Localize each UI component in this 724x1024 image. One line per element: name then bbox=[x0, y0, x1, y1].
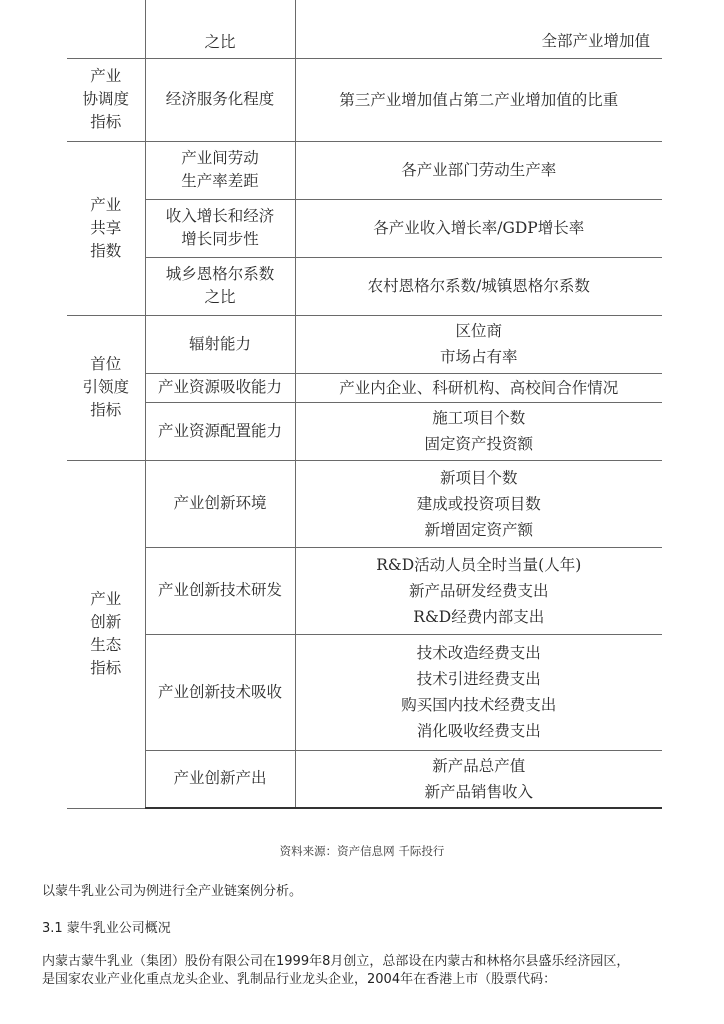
formula-cell bbox=[295, 315, 662, 373]
indicator-cell bbox=[145, 750, 295, 808]
category-cell bbox=[67, 141, 145, 315]
category-text: 创新 bbox=[90, 613, 122, 631]
intro-sentence: 以蒙牛乳业公司为例进行全产业链案例分析。 bbox=[42, 884, 303, 899]
formula-text: 各产业收入增长率/GDP增长率 bbox=[373, 219, 585, 237]
formula-text: 全部产业增加值 bbox=[541, 31, 650, 50]
indicator-text: 经济服务化程度 bbox=[165, 90, 275, 108]
indicator-cell bbox=[145, 373, 295, 402]
indicator-cell bbox=[145, 0, 295, 58]
indicator-text: 产业资源配置能力 bbox=[157, 421, 282, 440]
table-row bbox=[67, 460, 662, 547]
category-text: 指标 bbox=[90, 401, 122, 419]
indicator-text: 之比 bbox=[204, 288, 236, 306]
indicator-text: 收入增长和经济 bbox=[165, 207, 275, 225]
table-row bbox=[67, 0, 662, 58]
category-text: 共享 bbox=[90, 218, 122, 237]
formula-text: 消化吸收经费支出 bbox=[416, 722, 541, 740]
table-row bbox=[67, 257, 662, 315]
table-row bbox=[67, 315, 662, 373]
formula-cell bbox=[295, 750, 662, 808]
indicator-table-container bbox=[67, 0, 662, 809]
indicator-cell bbox=[145, 315, 295, 373]
indicator-text: 辐射能力 bbox=[188, 334, 251, 353]
formula-text: R&D经费内部支出 bbox=[413, 607, 545, 626]
formula-cell bbox=[295, 460, 662, 547]
indicator-cell bbox=[145, 257, 295, 315]
table-row bbox=[67, 547, 662, 634]
indicator-cell bbox=[145, 199, 295, 257]
section-heading: 3.1 蒙牛乳业公司概况 bbox=[42, 921, 171, 936]
formula-text: 购买国内技术经费支出 bbox=[401, 696, 557, 714]
formula-text: 产业内企业、科研机构、高校间合作情况 bbox=[339, 378, 619, 397]
indicator-table bbox=[67, 0, 662, 809]
category-text: 指标 bbox=[90, 113, 122, 131]
formula-text: 建成或投资项目数 bbox=[416, 494, 541, 513]
formula-cell bbox=[295, 257, 662, 315]
formula-text: 新产品研发经费支出 bbox=[408, 581, 549, 600]
formula-text: 新增固定资产额 bbox=[424, 520, 533, 539]
formula-cell bbox=[295, 0, 662, 58]
indicator-cell bbox=[145, 634, 295, 750]
category-text: 指标 bbox=[90, 659, 122, 677]
formula-text: 新项目个数 bbox=[439, 468, 518, 487]
category-cell bbox=[67, 315, 145, 460]
formula-text: 第三产业增加值占第二产业增加值的比重 bbox=[339, 90, 619, 109]
body-line: 内蒙古蒙牛乳业（集团）股份有限公司在1999年8月创立，总部设在内蒙古和林格尔县盛乐经济园区， bbox=[42, 954, 630, 969]
category-cell bbox=[67, 0, 145, 58]
indicator-text: 产业创新技术吸收 bbox=[157, 682, 282, 701]
indicator-text: 产业创新环境 bbox=[173, 494, 267, 512]
table-row bbox=[67, 373, 662, 402]
formula-text: 施工项目个数 bbox=[432, 409, 526, 427]
category-cell bbox=[67, 460, 145, 808]
table-row bbox=[67, 58, 662, 141]
category-text: 产业 bbox=[90, 590, 122, 608]
table-row bbox=[67, 141, 662, 199]
formula-cell bbox=[295, 634, 662, 750]
table-row bbox=[67, 402, 662, 460]
indicator-text: 产业创新产出 bbox=[173, 769, 267, 788]
body-paragraph bbox=[42, 953, 684, 989]
indicator-text: 城乡恩格尔系数 bbox=[165, 265, 275, 283]
indicator-text: 增长同步性 bbox=[181, 230, 259, 248]
table-row bbox=[67, 634, 662, 750]
formula-text: 农村恩格尔系数/城镇恩格尔系数 bbox=[367, 277, 590, 295]
category-text: 生态 bbox=[90, 636, 122, 654]
indicator-cell bbox=[145, 58, 295, 141]
indicator-text: 之比 bbox=[204, 32, 236, 51]
category-text: 引领度 bbox=[82, 378, 129, 396]
category-text: 协调度 bbox=[82, 90, 129, 108]
formula-cell bbox=[295, 373, 662, 402]
formula-cell bbox=[295, 58, 662, 141]
category-text: 产业 bbox=[90, 67, 122, 85]
formula-text: R&D活动人员全时当量(人年) bbox=[376, 555, 582, 574]
formula-text: 固定资产投资额 bbox=[424, 435, 533, 453]
body-line: 是国家农业产业化重点龙头企业、乳制品行业龙头企业，2004年在香港上市（股票代码： bbox=[42, 972, 557, 987]
formula-text: 技术改造经费支出 bbox=[416, 644, 541, 662]
formula-cell bbox=[295, 199, 662, 257]
formula-text: 区位商 bbox=[455, 322, 502, 340]
formula-cell bbox=[295, 547, 662, 634]
indicator-cell bbox=[145, 460, 295, 547]
formula-text: 各产业部门劳动生产率 bbox=[401, 161, 557, 179]
indicator-cell bbox=[145, 547, 295, 634]
formula-text: 新产品总产值 bbox=[432, 756, 526, 775]
formula-text: 市场占有率 bbox=[439, 348, 518, 366]
indicator-text: 产业间劳动 bbox=[181, 149, 259, 167]
indicator-text: 产业资源吸收能力 bbox=[157, 378, 282, 396]
category-cell bbox=[67, 58, 145, 141]
indicator-cell bbox=[145, 141, 295, 199]
formula-cell bbox=[295, 402, 662, 460]
table-source-note: 资料来源：资产信息网 千际投行 bbox=[279, 844, 445, 858]
category-text: 指数 bbox=[90, 241, 122, 260]
category-text: 首位 bbox=[90, 355, 122, 373]
indicator-text: 生产率差距 bbox=[181, 172, 259, 190]
formula-cell bbox=[295, 141, 662, 199]
table-row bbox=[67, 750, 662, 808]
table-row bbox=[67, 199, 662, 257]
formula-text: 新产品销售收入 bbox=[424, 782, 533, 801]
category-text: 产业 bbox=[90, 195, 122, 214]
formula-text: 技术引进经费支出 bbox=[416, 670, 541, 688]
indicator-text: 产业创新技术研发 bbox=[157, 581, 282, 599]
indicator-cell bbox=[145, 402, 295, 460]
